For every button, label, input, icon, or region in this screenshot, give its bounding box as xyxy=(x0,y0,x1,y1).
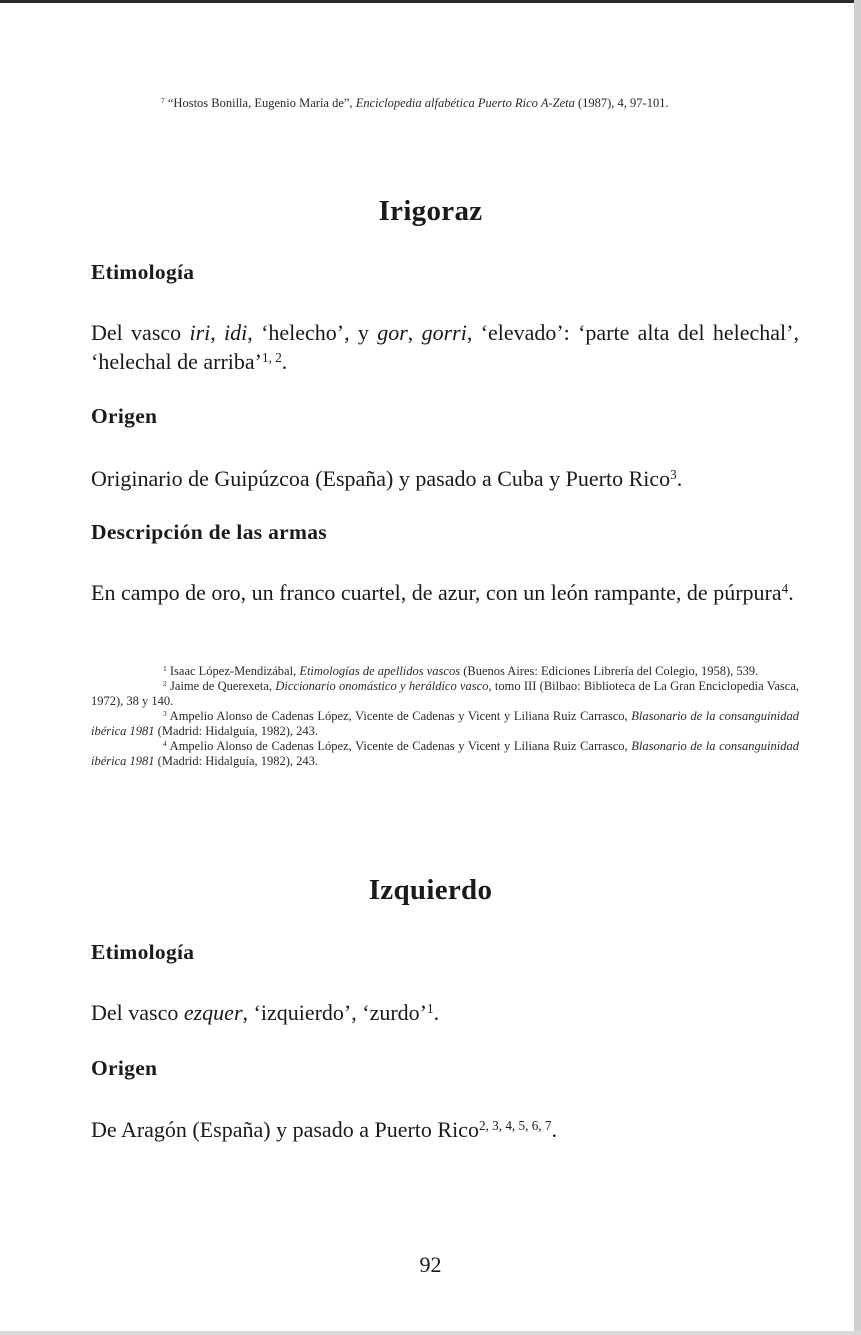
footnote-ref: 3 xyxy=(670,466,677,482)
etimologia-text: Del vasco iri, idi, ‘helecho’, y gor, gorri, ‘elevado’: ‘parte alta del helechal’, ‘helechal de arriba’$^{1, 2}$. xyxy=(91,320,799,374)
surname-title-irigoraz: Irigoraz xyxy=(378,195,483,227)
armas-heading: Descripción de las armas xyxy=(91,520,327,544)
footnote-ref: 4 xyxy=(781,580,789,596)
footnote-title: Enciclopedia alfabética Puerto Rico A-Zeta xyxy=(355,96,575,110)
footnote-item: $^3$ Ampelio Alonso de Cadenas López, Vicente de Cadenas y Vicent y Liliana Ruiz Carrasco, Blasonario de la consanguinidad ibérica 1981 (Madrid: Hidalguía, 1982), 243. xyxy=(91,708,799,738)
etimologia-text: Del vasco ezquer, ‘izquierdo’, ‘zurdo’$^1$. xyxy=(91,1000,440,1025)
footnote-marker: 7 xyxy=(161,95,165,105)
footnote-item: $^1$ Isaac López-Mendizábal, Etimologías de apellidos vascos (Buenos Aires: Ediciones Librería del Colegio, 1958), 539. xyxy=(163,663,759,678)
scan-bottom-edge xyxy=(0,1331,861,1335)
footnote-ref: 2, 3, 4, 5, 6, 7 xyxy=(478,1117,552,1133)
footnote-item: $^4$ Ampelio Alonso de Cadenas López, Vicente de Cadenas y Vicent y Liliana Ruiz Carrasco, Blasonario de la consanguinidad ibérica 1981 (Madrid: Hidalguía, 1982), 243. xyxy=(91,738,799,768)
footnote-ref: 1 xyxy=(427,1000,434,1016)
etimologia-heading: Etimología xyxy=(91,260,195,284)
etimologia-heading: Etimología xyxy=(91,940,195,964)
page-number: 92 xyxy=(419,1252,442,1277)
footnote-item: $^2$ Jaime de Querexeta, Diccionario onomástico y heráldico vasco, tomo III (Bilbao: Biblioteca de La Gran Enciclopedia Vasca, 1972), 38 y 140. xyxy=(91,678,800,708)
origen-text: De Aragón (España) y pasado a Puerto Rico$^{2, 3, 4, 5, 6, 7}$. xyxy=(91,1117,557,1142)
top-footnote: $^7$ “Hostos Bonilla, Eugenio María de”, Enciclopedia alfabética Puerto Rico A-Zeta (1987), 4, 97-101. xyxy=(161,95,669,110)
origen-text: Originario de Guipúzcoa (España) y pasado a Cuba y Puerto Rico$^3$. xyxy=(91,466,683,491)
armas-text: En campo de oro, un franco cuartel, de azur, con un león rampante, de púrpura$^4$. xyxy=(91,580,794,605)
origen-heading: Origen xyxy=(91,404,158,428)
footnote-ref: 1, 2 xyxy=(262,349,282,365)
footnotes-irigoraz xyxy=(91,664,799,769)
scan-top-edge xyxy=(0,0,861,3)
surname-title-izquierdo: Izquierdo xyxy=(368,874,493,906)
origen-heading: Origen xyxy=(91,1056,158,1080)
